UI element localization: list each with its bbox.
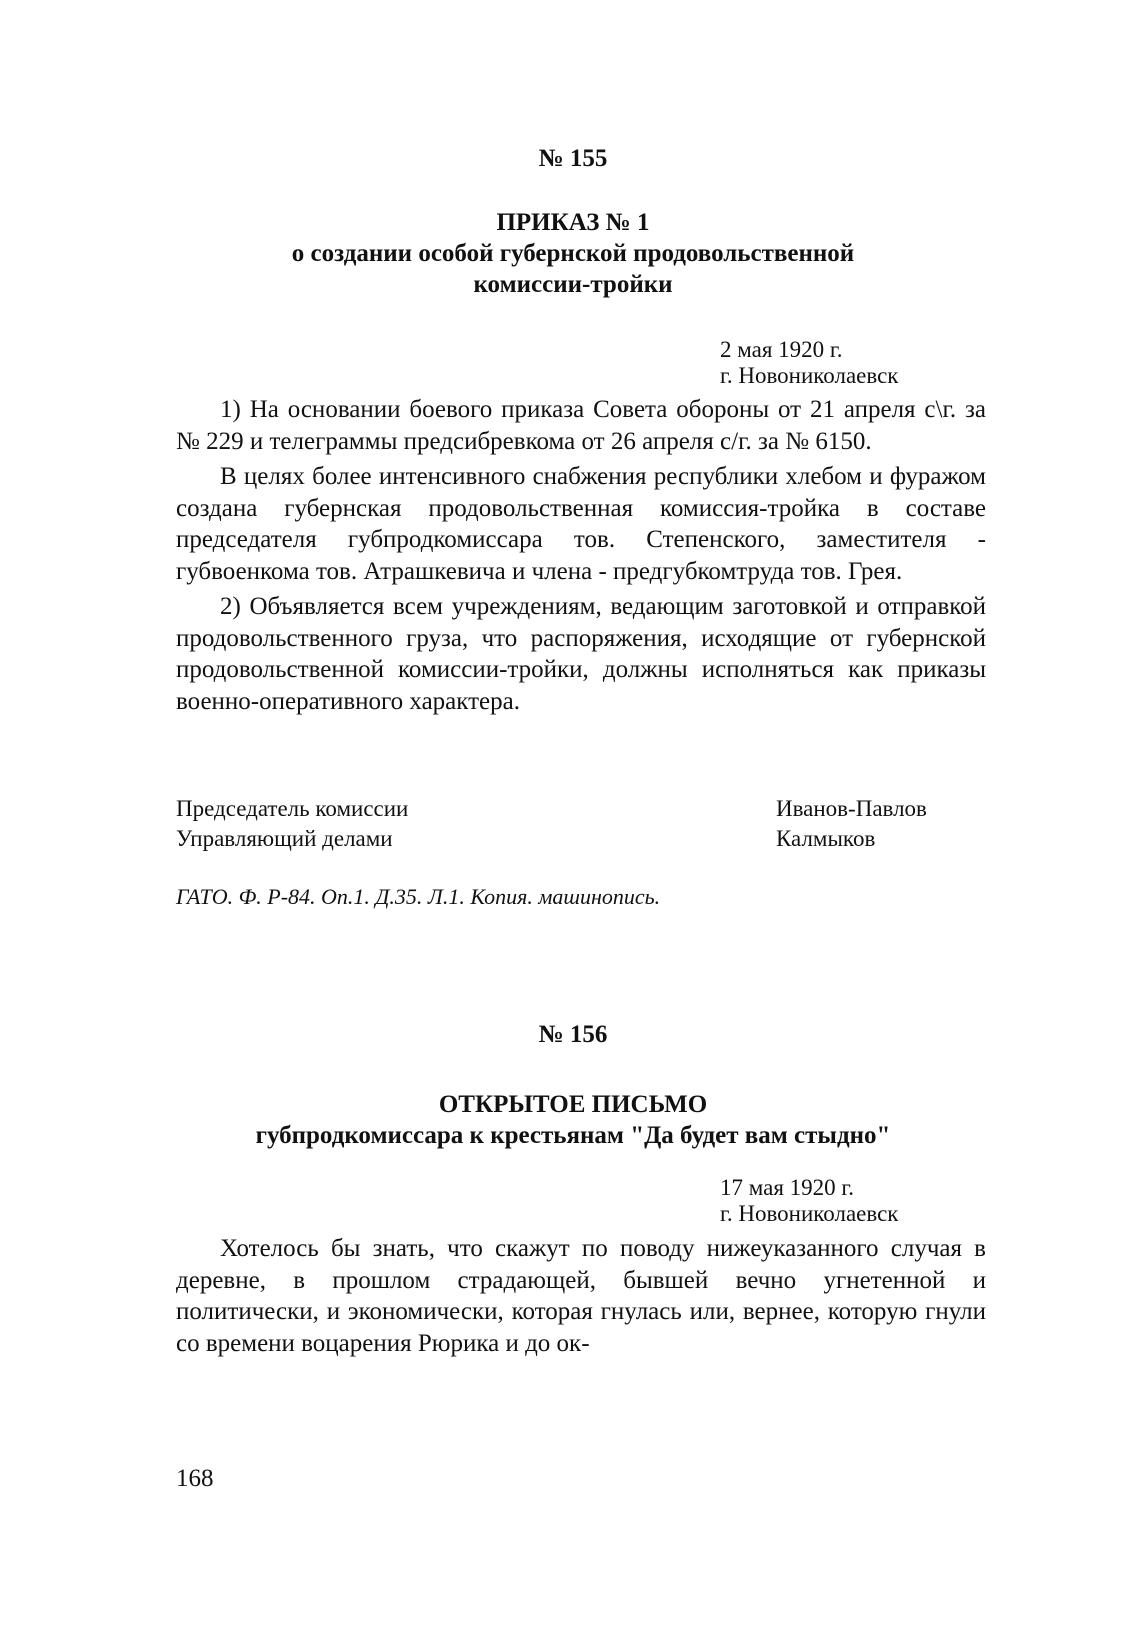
doc155-date: 2 мая 1920 г. — [720, 337, 843, 362]
signature-role-1: Председатель комиссии — [176, 796, 409, 821]
doc155-subtitle-line2: комиссии-тройки — [473, 271, 673, 298]
doc155-place: г. Новониколаевск — [720, 363, 899, 388]
doc156-date: 17 мая 1920 г. — [720, 1175, 855, 1200]
doc155-subtitle-line1: о создании особой губернской продовольственной — [291, 240, 855, 267]
doc156-place: г. Новониколаевск — [720, 1201, 899, 1226]
doc155-paragraph-2: В целях более интенсивного снабжения республики хлебом и фуражом создана губернская продовольственная комиссия-тройка в составе председателя губпродкомиссара тов. Степенского, заместителя - губвоенкома тов. Атрашкевича и члена - предгубкомтруда тов. Грея. — [176, 463, 986, 585]
doc156-subtitle: губпродкомиссара к крестьянам "Да будет вам стыдно" — [255, 1122, 891, 1149]
doc156-paragraph-1: Хотелось бы знать, что скажут по поводу нижеуказанного случая в деревне, в прошлом страдающей, бывшей вечно угнетенной и политически, и экономически, которая гнулась или, вернее, которую гнули со времени воцарения Рюрика и до ок- — [176, 1235, 986, 1357]
doc155-title: ПРИКАЗ № 1 — [496, 209, 650, 236]
page-number: 168 — [176, 1465, 214, 1492]
doc155-paragraph-1: 1) На основании боевого приказа Совета обороны от 21 апреля с\г. за № 229 и телеграммы предсибревкома от 26 апреля с/г. за № 6150. — [176, 396, 986, 455]
signature-name-2: Калмыков — [776, 826, 876, 851]
signature-name-1: Иванов-Павлов — [776, 796, 927, 821]
signature-role-2: Управляющий делами — [176, 826, 393, 851]
doc155-number: № 155 — [538, 145, 608, 172]
doc155-body — [176, 394, 986, 721]
doc155-paragraph-3: 2) Объявляется всем учреждениям, ведающим заготовкой и отправкой продовольственного груза, что распоряжения, исходящие от губернской продовольственной комиссии-тройки, должны исполняться как приказы военно-оперативного характера. — [176, 593, 986, 715]
doc156-title: ОТКРЫТОЕ ПИСЬМО — [438, 1091, 708, 1118]
doc156-body — [176, 1233, 986, 1363]
doc156-number: № 156 — [538, 1021, 608, 1048]
archive-source-note: ГАТО. Ф. Р-84. Оп.1. Д.35. Л.1. Копия. машинопись. — [176, 884, 661, 909]
